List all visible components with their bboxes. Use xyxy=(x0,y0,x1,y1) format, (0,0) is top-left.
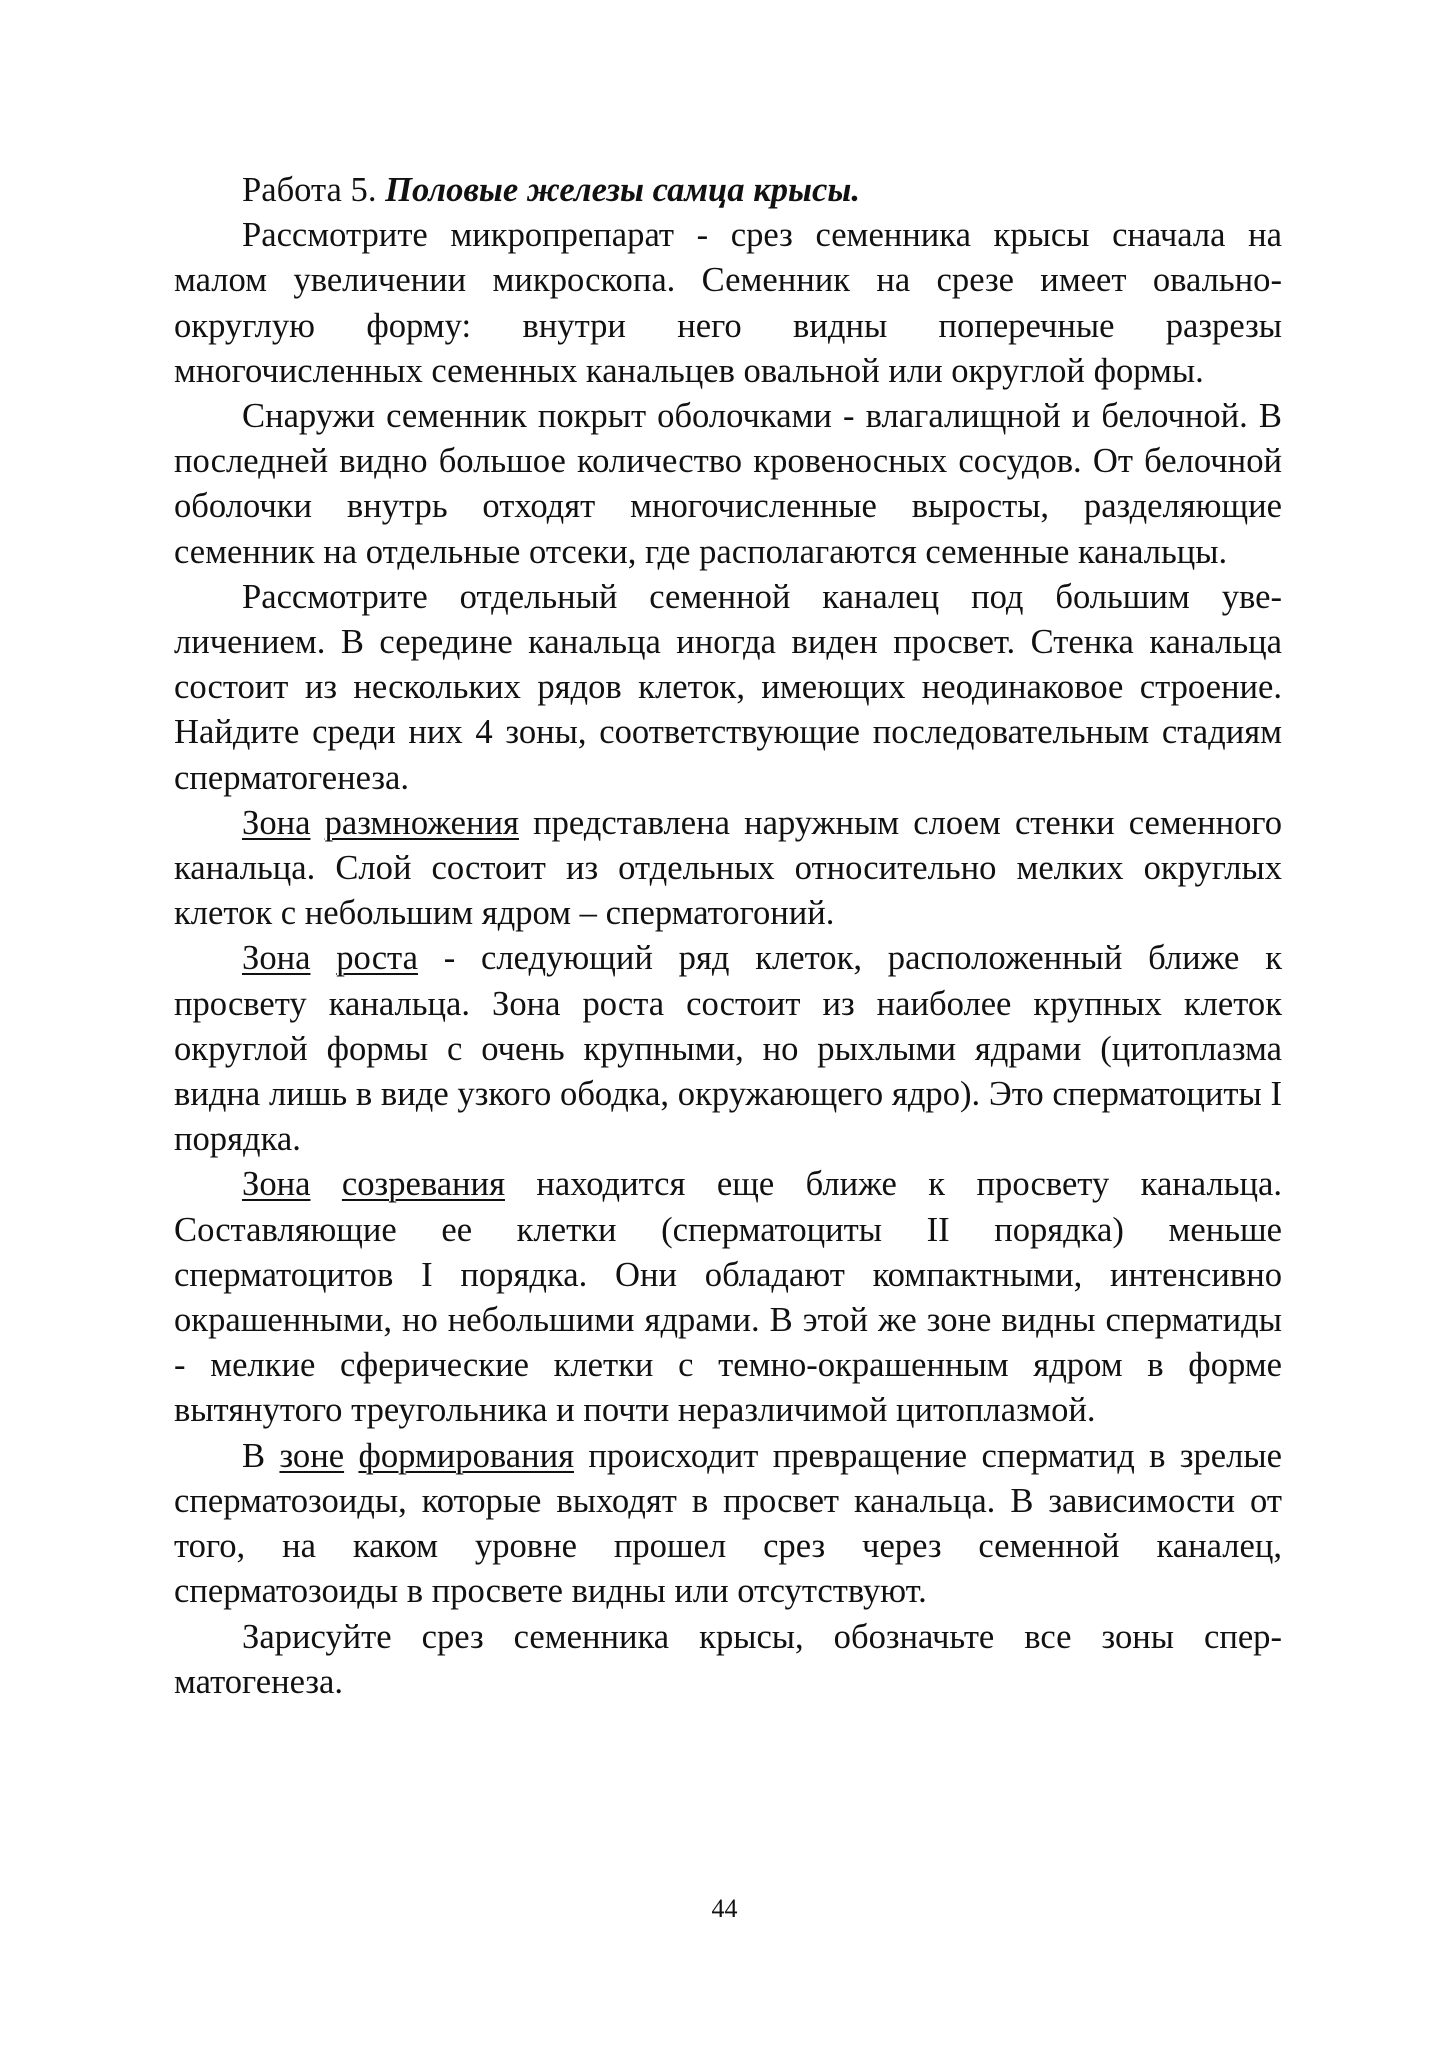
zone-lead-word: В xyxy=(242,1436,280,1475)
paragraph-membranes: Снаружи семенник покрыт оболочками - влагалищной и белочной. В последней видно большое количество кровеносных сосудов. От белочной оболочки внутрь отходят многочисленные выросты, разделяющие семенник на отдельные отсеки, где располагаются семенные канальцы. xyxy=(174,397,1282,571)
zone-term-name: формирования xyxy=(358,1436,574,1475)
zone-description: представлена наружным слоем стенки семенного канальца. Слой состоит из отдельных относительно мелких округлых клеток с небольшим ядром – сперматогоний. xyxy=(174,803,1282,933)
document-page xyxy=(174,168,1282,1705)
paragraph-zone-formation xyxy=(174,1434,1282,1615)
paragraph-zone-proliferation xyxy=(174,801,1282,937)
zone-term-name: роста xyxy=(336,939,418,978)
heading-prefix: Работа 5. xyxy=(242,171,386,209)
page-number: 44 xyxy=(711,1894,738,1923)
zone-term-word: Зона xyxy=(242,939,311,978)
zone-description: находится еще ближе к просвету канальца. Составляющие ее клетки (сперматоциты II порядка) меньше сперматоцитов I порядка. Они обладают компактными, интенсивно окрашенными, но небольшими ядрами. В этой же зоне видны сперматиды - мелкие сферические клетки с темно-окрашенным ядром в форме вытянутого треугольника и почти неразличимой цитоплазмой. xyxy=(174,1165,1282,1430)
zone-term-word: Зона xyxy=(242,803,311,842)
paragraph-task: Зарисуйте срез семенника крысы, обозначьте все зоны сперматогенеза. xyxy=(174,1617,1282,1701)
paragraph-zone-maturation xyxy=(174,1162,1282,1433)
paragraph-tubule: Рассмотрите отдельный семенной каналец под большим увеличением. В середине канальца иногда виден просвет. Стенка канальца состоит из нескольких рядов клеток, имеющих неодинаковое строение. Найдите среди них 4 зоны, соответствующие последовательным стадиям сперматогенеза. xyxy=(174,577,1282,797)
paragraph-zone-growth xyxy=(174,936,1282,1162)
heading-title: Половые железы самца крысы. xyxy=(385,171,861,209)
zone-description: происходит превращение сперматид в зрелые сперматозоиды, которые выходят в просвет канальца. В зависимости от того, на каком уровне прошел срез через семенной каналец, сперматозоиды в просвете видны или отсутствуют. xyxy=(174,1436,1282,1611)
zone-term-name: созревания xyxy=(341,1165,505,1204)
zone-term-name: размножения xyxy=(324,803,519,842)
section-heading xyxy=(174,168,1282,213)
paragraph-intro: Рассмотрите микропрепарат - срез семенника крысы сначала на малом увеличении микроскопа. Семенник на срезе имеет овально-округлую форму: внутри него видны поперечные разрезы многочисленных семенных канальцев овальной или округлой формы. xyxy=(174,216,1282,390)
zone-term-word: Зона xyxy=(242,1165,311,1204)
zone-term-word: зоне xyxy=(279,1436,345,1475)
zone-description: - следующий ряд клеток, расположенный ближе к просвету канальца. Зона роста состоит из наиболее крупных клеток округлой формы с очень крупными, но рыхлыми ядрами (цитоплазма видна лишь в виде узкого ободка, окружающего ядро). Это сперматоциты I порядка. xyxy=(174,939,1282,1159)
